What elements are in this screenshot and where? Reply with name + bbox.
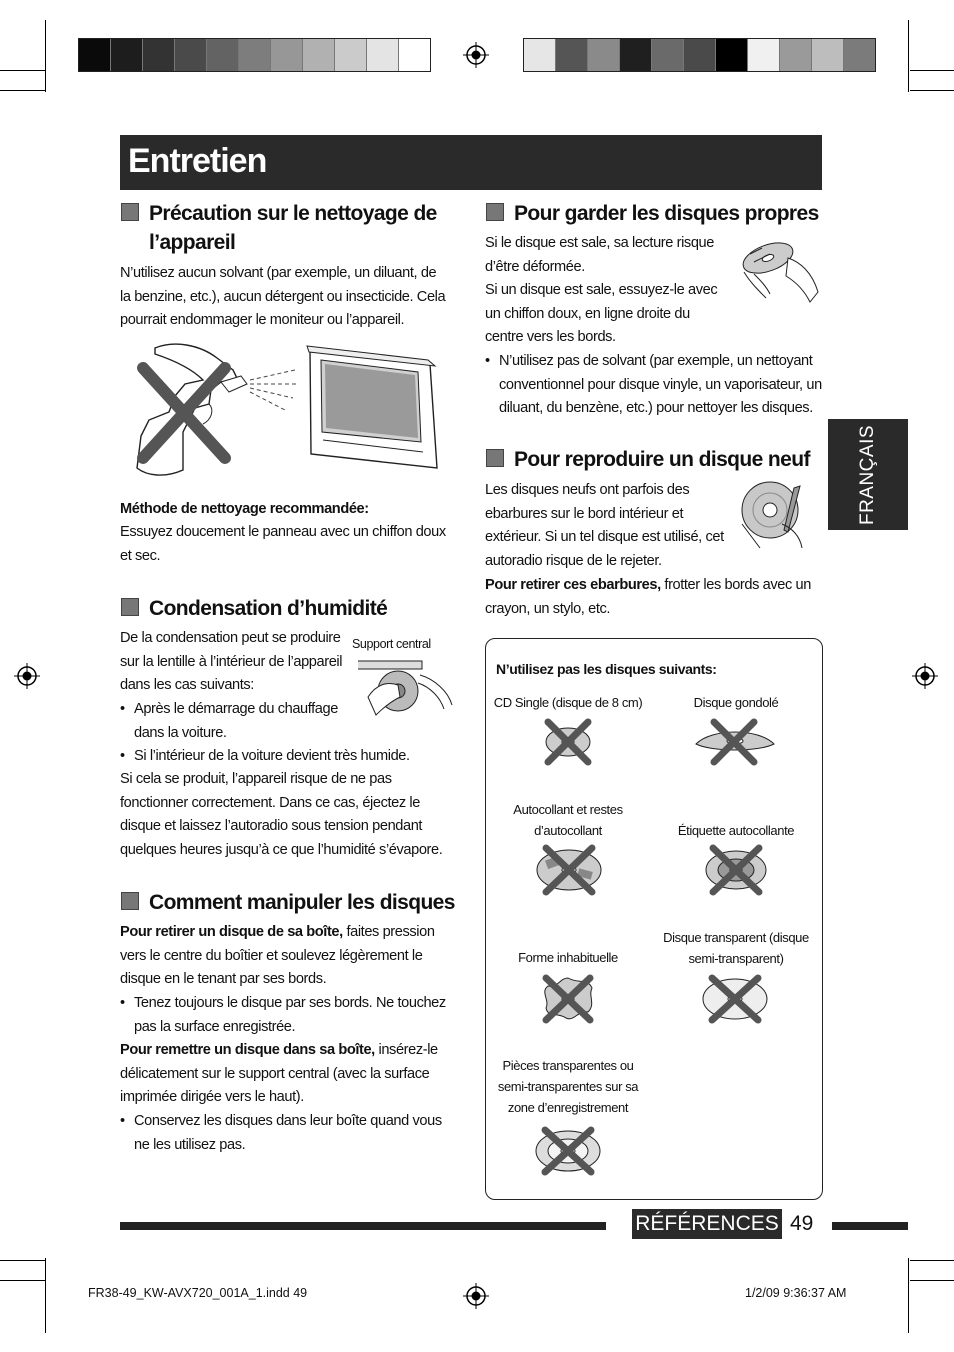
support-central-caption: Support central <box>352 637 431 651</box>
color-swatch <box>588 39 620 71</box>
crop-mark <box>0 90 45 91</box>
small-cd-icon <box>540 718 596 766</box>
new-disc-tip: Pour retirer ces ebarbures, frotter les bords avec un crayon, un stylo, etc. <box>485 577 811 617</box>
bad-disc-caption: Étiquette autocollante <box>677 823 795 838</box>
color-swatch <box>367 39 399 71</box>
crop-mark <box>910 1280 954 1281</box>
color-swatch <box>844 39 875 71</box>
bad-disc-caption: Pièces transparentes ou semi-transparentes sur sa zone d’enregistrement <box>497 1058 639 1115</box>
title-bar <box>120 135 822 190</box>
heading-square-icon <box>121 203 139 221</box>
language-tab-label: FRANÇAIS <box>857 424 878 526</box>
new-disc-heading: Pour reproduire un disque neuf <box>486 445 826 474</box>
handling-remove: Pour retirer un disque de sa boîte, faites pression vers le centre du boîtier et soulevez légèrement le disque en le tenant par ses bords. <box>120 924 435 988</box>
color-swatch <box>780 39 812 71</box>
heading-square-icon <box>486 203 504 221</box>
language-tab <box>828 419 908 530</box>
registration-mark-icon <box>14 663 40 689</box>
color-swatch <box>207 39 239 71</box>
bad-discs-title: N’utilisez pas les disques suivants: <box>496 661 717 677</box>
color-swatch <box>716 39 748 71</box>
spray-monitor-illustration <box>125 340 445 480</box>
bad-disc-caption: Autocollant et restes d’autocollant <box>513 802 623 838</box>
section-label: RÉFÉRENCES <box>632 1209 782 1239</box>
crop-mark <box>0 70 45 71</box>
file-info: FR38-49_KW-AVX720_001A_1.indd 49 <box>88 1286 308 1300</box>
clean-discs-bullet: • N’utilisez pas de solvant (par exemple, un nettoyant conventionnel pour disque vinyle, un vaporisateur, un diluant, du benzène, etc.) pour nettoyer les disques. <box>485 350 825 421</box>
disc-pencil-illustration <box>736 480 824 550</box>
page-title: Entretien <box>128 142 267 180</box>
crop-mark <box>908 1258 909 1333</box>
cleaning-body: N’utilisez aucun solvant (par exemple, un diluant, de la benzine, etc.), aucun détergent ou insecticide. Cela pourrait endommager le moniteur ou l’appareil. <box>120 265 446 329</box>
handling-insert: Pour remettre un disque dans sa boîte, insérez-le délicatement sur le support central (avec la surface imprimée dirigée vers le haut). <box>120 1042 438 1106</box>
color-swatch <box>239 39 271 71</box>
condensation-heading: Condensation d’humidité <box>121 594 461 623</box>
handling-bullet2: • Conservez les disques dans leur boîte quand vous ne les utilisez pas. <box>120 1110 450 1157</box>
cleaning-heading: Précaution sur le nettoyage de l’appareil <box>121 199 461 257</box>
crop-mark <box>908 20 909 92</box>
clean-discs-body: Si le disque est sale, sa lecture risque d’être déformée. Si un disque est sale, essuyez-le avec un chiffon doux, en ligne droite du centre vers les bords. <box>485 235 718 346</box>
handling-heading: Comment manipuler les disques <box>121 888 461 917</box>
sticker-disc-icon <box>534 844 604 896</box>
bad-disc-caption: CD Single (disque de 8 cm) <box>493 695 643 710</box>
crop-mark <box>45 20 46 92</box>
registration-mark-icon <box>912 663 938 689</box>
color-swatch <box>335 39 367 71</box>
crop-mark <box>0 1260 45 1261</box>
bad-disc-caption: Disque gondolé <box>693 695 779 710</box>
color-bar-left <box>78 38 431 72</box>
color-swatch <box>652 39 684 71</box>
color-swatch <box>748 39 780 71</box>
color-swatch <box>556 39 588 71</box>
color-swatch <box>399 39 430 71</box>
color-swatch <box>79 39 111 71</box>
registration-mark-icon <box>463 1283 489 1309</box>
heading-square-icon <box>486 449 504 467</box>
disc-holder-illustration <box>358 657 456 719</box>
page-number: 49 <box>790 1212 814 1235</box>
crop-mark <box>910 90 954 91</box>
new-disc-body: Les disques neufs ont parfois des ebarbures sur le bord intérieur et extérieur. Si un tel disque est utilisé, cet autoradio risque de le rejeter. <box>485 482 724 569</box>
clean-discs-heading: Pour garder les disques propres <box>486 199 826 228</box>
color-swatch <box>303 39 335 71</box>
condensation-bullet1: • Après le démarrage du chauffage dans la voiture. <box>120 698 356 745</box>
condensation-body: Si cela se produit, l’appareil risque de ne pas fonctionner correctement. Dans ce cas, éjectez le disque et laissez l’autoradio sous tension pendant quelques heures jusqu’à ce que l’humidité s’évapore. <box>120 771 443 858</box>
timestamp: 1/2/09 9:36:37 AM <box>745 1286 847 1300</box>
color-swatch <box>524 39 556 71</box>
bad-disc-caption: Disque transparent (disque semi-transparent) <box>663 930 809 966</box>
unusual-shape-disc-icon <box>538 974 598 1024</box>
color-swatch <box>143 39 175 71</box>
crop-mark <box>910 70 954 71</box>
footer-rule-left <box>120 1222 606 1230</box>
cleaning-method-text: Essuyez doucement le panneau avec un chiffon doux et sec. <box>120 524 446 564</box>
cleaning-method-label: Méthode de nettoyage recommandée: <box>120 501 369 517</box>
color-swatch <box>684 39 716 71</box>
bad-disc-caption: Forme inhabituelle <box>518 950 618 965</box>
color-swatch <box>620 39 652 71</box>
heading-square-icon <box>121 892 139 910</box>
color-swatch <box>812 39 844 71</box>
registration-mark-icon <box>463 42 489 68</box>
label-disc-icon <box>703 844 769 896</box>
warped-disc-icon <box>692 718 778 766</box>
footer-rule-right <box>832 1222 908 1230</box>
wiping-disc-illustration <box>740 232 822 304</box>
color-bar-right <box>523 38 876 72</box>
partly-transparent-disc-icon <box>533 1126 603 1176</box>
color-swatch <box>175 39 207 71</box>
crop-mark <box>0 1280 45 1281</box>
transparent-disc-icon <box>700 974 770 1024</box>
condensation-intro: De la condensation peut se produire sur la lentille à l’intérieur de l’appareil dans les cas suivants: <box>120 630 343 694</box>
crop-mark <box>45 1258 46 1333</box>
heading-square-icon <box>121 598 139 616</box>
condensation-bullet2: • Si l’intérieur de la voiture devient très humide. <box>120 745 460 769</box>
handling-bullet1: • Tenez toujours le disque par ses bords. Ne touchez pas la surface enregistrée. <box>120 992 450 1039</box>
crop-mark <box>910 1260 954 1261</box>
color-swatch <box>111 39 143 71</box>
color-swatch <box>271 39 303 71</box>
